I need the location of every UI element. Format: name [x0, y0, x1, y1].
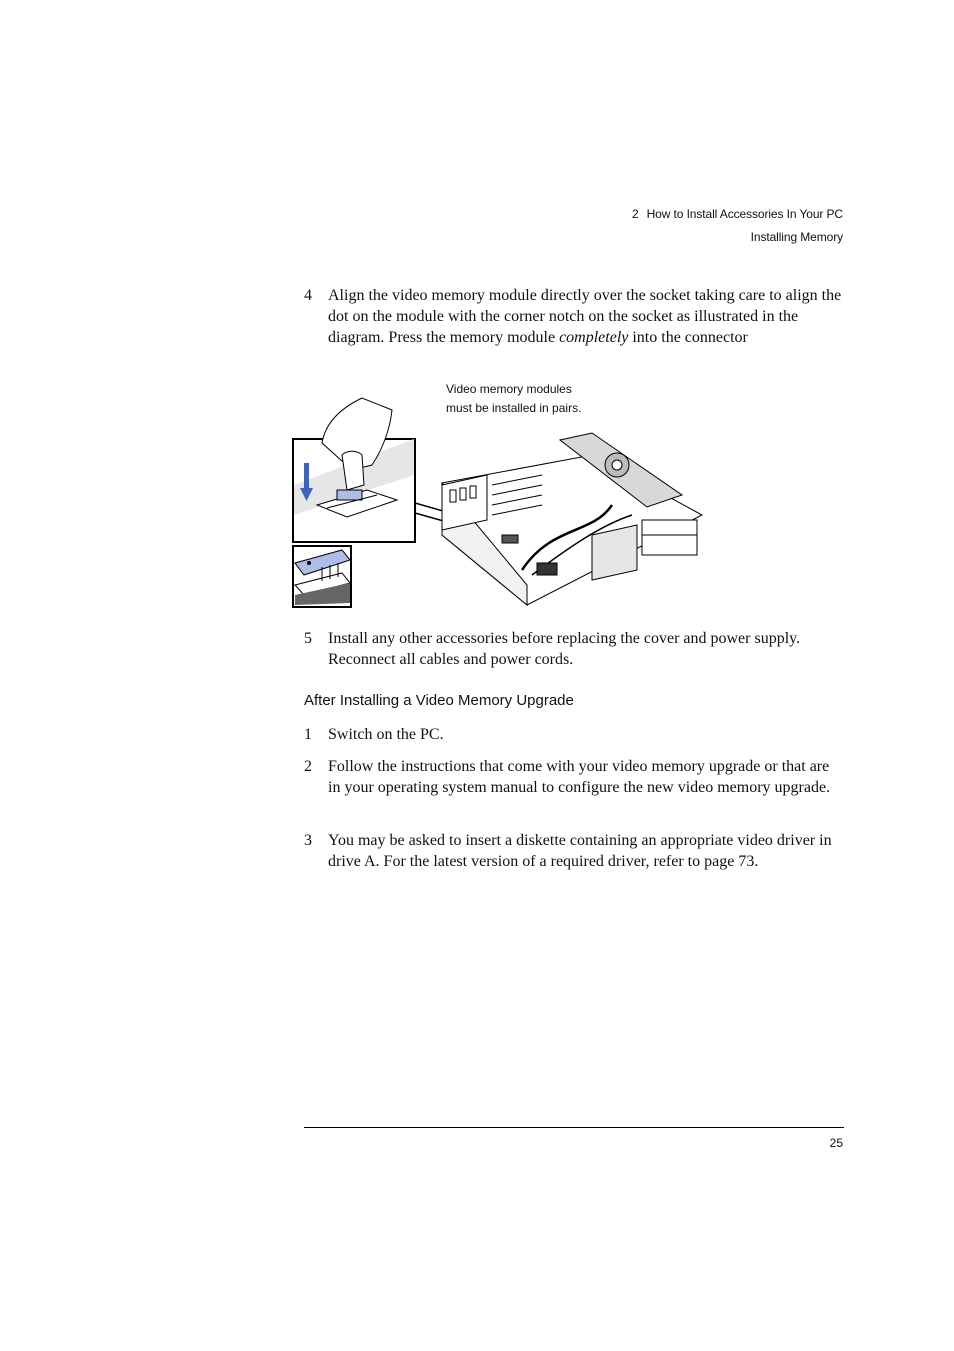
footer-rule — [304, 1127, 844, 1128]
step-5 — [304, 628, 844, 670]
running-head-chapter — [632, 207, 843, 221]
step-number: 3 — [304, 832, 312, 849]
chapter-title: How to Install Accessories In Your PC — [646, 207, 843, 221]
after-step-2 — [304, 756, 844, 798]
step-text: Align the video memory module directly over the socket taking care to align the dot on the module with the corner notch on the socket as illustrated in the diagram. Press the memory module completely into the connector — [328, 287, 842, 346]
step-text: You may be asked to insert a diskette containing an appropriate video driver in drive A. For the latest version of a required driver, refer to page 73. — [328, 832, 832, 870]
step-number: 1 — [304, 726, 312, 743]
callout-line-2: must be installed in pairs. — [446, 401, 582, 415]
step-text: Switch on the PC. — [328, 726, 444, 743]
chapter-number: 2 — [632, 207, 639, 221]
video-memory-installation-diagram — [292, 395, 704, 610]
step-number: 5 — [304, 630, 312, 647]
step-number: 4 — [304, 287, 312, 304]
section-heading: After Installing a Video Memory Upgrade — [304, 692, 574, 709]
step-text: Install any other accessories before replacing the cover and power supply. Reconnect all cables and power cords. — [328, 630, 801, 668]
step-number: 2 — [304, 758, 312, 775]
callout-line-1: Video memory modules — [446, 382, 572, 396]
inset-hand-module — [293, 398, 415, 542]
pc-chassis-illustration — [442, 433, 702, 605]
step-text: Follow the instructions that come with your video memory upgrade or that are in your operating system manual to configure the new video memory upgrade. — [328, 758, 831, 796]
after-step-1 — [304, 724, 844, 745]
step-4 — [304, 285, 844, 348]
after-step-3 — [304, 830, 844, 872]
running-head-section: Installing Memory — [750, 230, 843, 244]
step-emphasis: completely — [559, 329, 629, 346]
page-number: 25 — [829, 1136, 843, 1150]
inset-module-detail — [293, 546, 351, 607]
